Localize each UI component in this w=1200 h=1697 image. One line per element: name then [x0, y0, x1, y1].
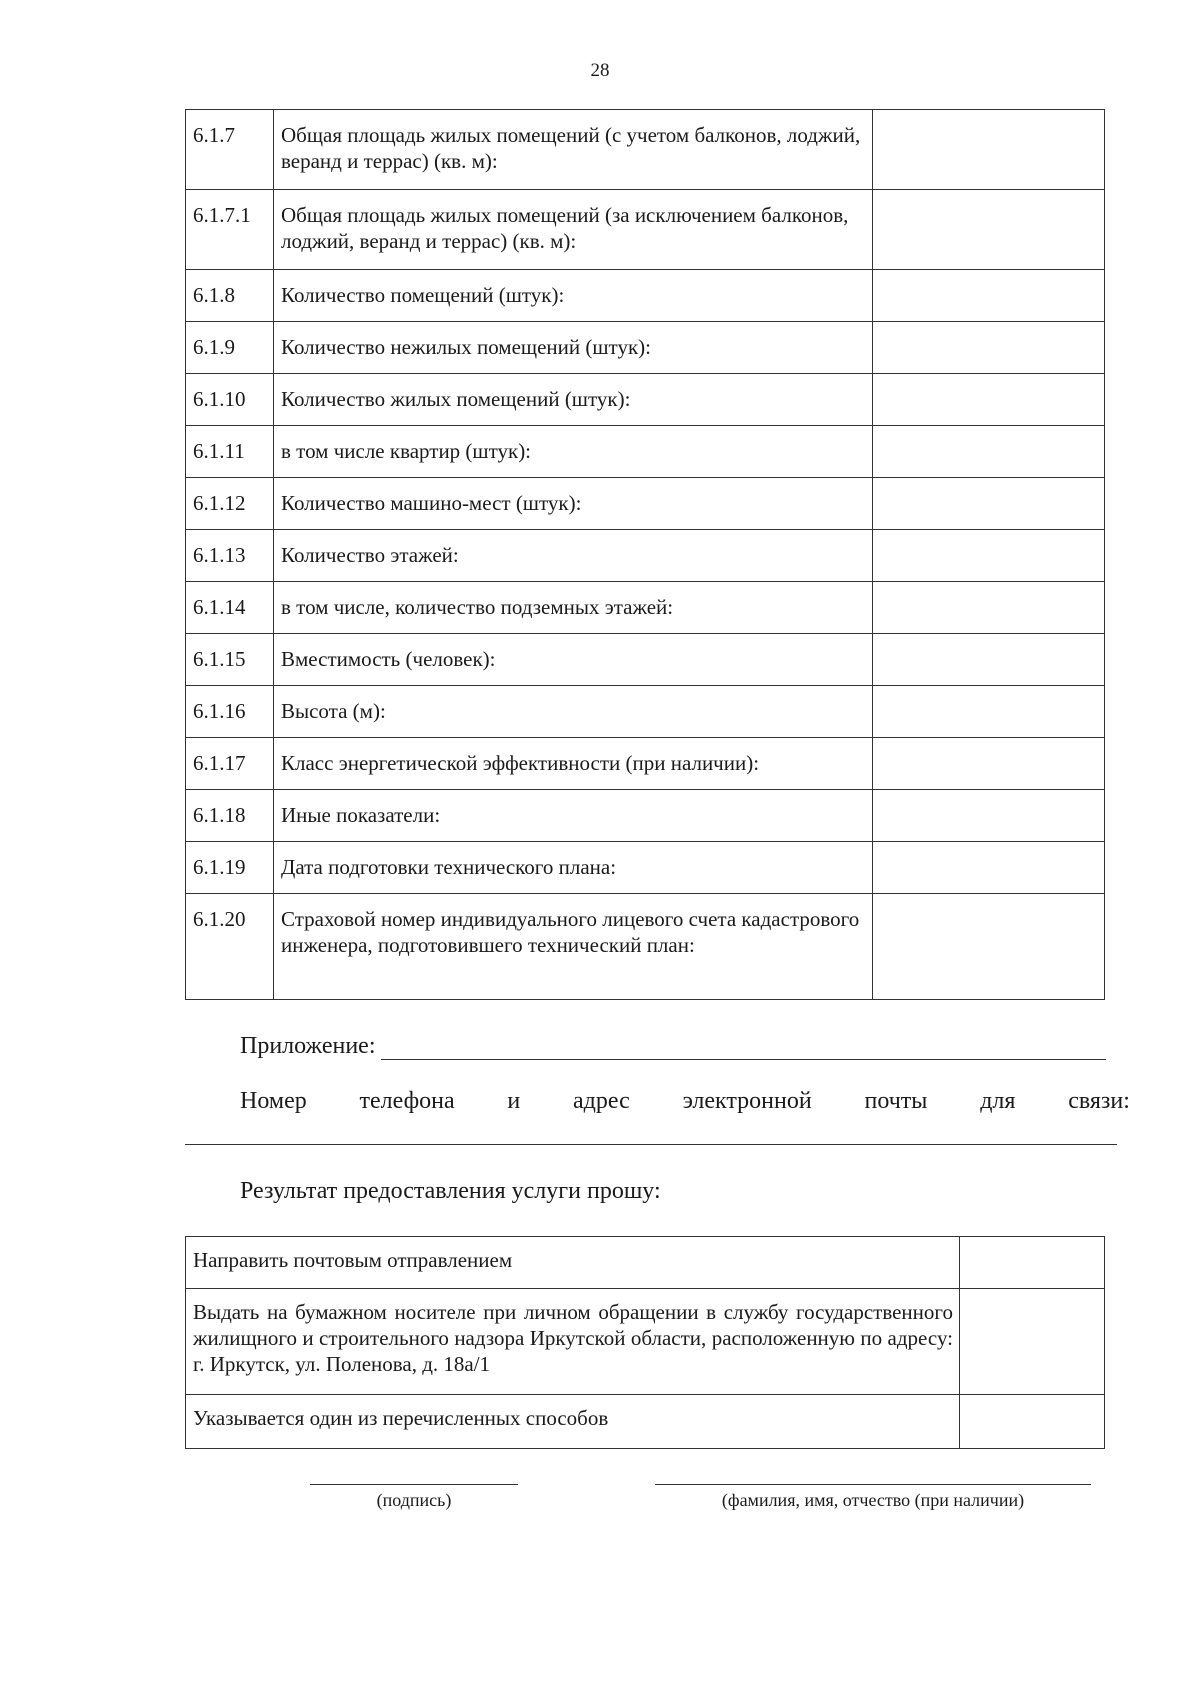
attachment-field	[240, 1033, 1106, 1060]
parameters-table	[185, 109, 1105, 1000]
row-label: Общая площадь жилых помещений (за исключением балконов, лоджий, веранд и террас) (кв. м):	[274, 190, 873, 270]
row-label: Общая площадь жилых помещений (с учетом балконов, лоджий, веранд и террас) (кв. м):	[274, 110, 873, 190]
row-number: 6.1.18	[186, 790, 274, 842]
contact-word: адрес	[573, 1088, 630, 1114]
row-label: Страховой номер индивидуального лицевого счета кадастрового инженера, подготовившего технический план:	[274, 894, 873, 1000]
full-name-line[interactable]	[655, 1484, 1091, 1485]
row-number: 6.1.17	[186, 738, 274, 790]
contact-word: для	[980, 1088, 1016, 1114]
row-value-cell[interactable]	[873, 270, 1105, 322]
delivery-options-table	[185, 1236, 1105, 1449]
row-value-cell[interactable]	[873, 634, 1105, 686]
table-row	[186, 894, 1105, 1000]
row-number: 6.1.11	[186, 426, 274, 478]
table-row	[186, 634, 1105, 686]
row-number: 6.1.20	[186, 894, 274, 1000]
row-value-cell[interactable]	[873, 478, 1105, 530]
row-number: 6.1.7.1	[186, 190, 274, 270]
row-number: 6.1.9	[186, 322, 274, 374]
row-value-cell[interactable]	[873, 426, 1105, 478]
page-number: 28	[590, 60, 610, 81]
row-number: 6.1.10	[186, 374, 274, 426]
row-label: Иные показатели:	[274, 790, 873, 842]
delivery-option-label: Направить почтовым отправлением	[186, 1237, 960, 1289]
row-number: 6.1.19	[186, 842, 274, 894]
row-value-cell[interactable]	[873, 530, 1105, 582]
row-value-cell[interactable]	[873, 110, 1105, 190]
table-row	[186, 1395, 1105, 1449]
row-label: в том числе квартир (штук):	[274, 426, 873, 478]
row-value-cell[interactable]	[873, 894, 1105, 1000]
row-number: 6.1.14	[186, 582, 274, 634]
contact-input-line[interactable]	[185, 1144, 1117, 1145]
table-row	[186, 374, 1105, 426]
table-row	[186, 110, 1105, 190]
table-row	[186, 842, 1105, 894]
row-value-cell[interactable]	[873, 790, 1105, 842]
row-number: 6.1.16	[186, 686, 274, 738]
table-row	[186, 322, 1105, 374]
contact-word: и	[507, 1088, 521, 1114]
row-number: 6.1.13	[186, 530, 274, 582]
row-label: Класс энергетической эффективности (при наличии):	[274, 738, 873, 790]
signature-caption: (подпись)	[376, 1490, 452, 1510]
table-row	[186, 426, 1105, 478]
contact-word: Номер	[240, 1088, 307, 1114]
contact-word: связи:	[1068, 1088, 1130, 1114]
table-row	[186, 190, 1105, 270]
row-value-cell[interactable]	[873, 738, 1105, 790]
delivery-option-label: Выдать на бумажном носителе при личном обращении в службу государственного жилищного и строительного надзора Иркутской области, расположенную по адресу: г. Иркутск, ул. Поленова, д. 18а/1	[186, 1289, 960, 1395]
table-row	[186, 582, 1105, 634]
table-row	[186, 1289, 1105, 1395]
row-value-cell[interactable]	[873, 374, 1105, 426]
row-label: Высота (м):	[274, 686, 873, 738]
row-value-cell[interactable]	[873, 322, 1105, 374]
row-label: Вместимость (человек):	[274, 634, 873, 686]
row-label: Количество помещений (штук):	[274, 270, 873, 322]
row-label: Дата подготовки технического плана:	[274, 842, 873, 894]
row-label: Количество нежилых помещений (штук):	[274, 322, 873, 374]
row-number: 6.1.7	[186, 110, 274, 190]
row-number: 6.1.8	[186, 270, 274, 322]
row-number: 6.1.15	[186, 634, 274, 686]
attachment-input-line[interactable]	[381, 1033, 1106, 1060]
table-row	[186, 478, 1105, 530]
table-row	[186, 738, 1105, 790]
contact-word: почты	[864, 1088, 928, 1114]
table-row	[186, 270, 1105, 322]
row-label: Количество этажей:	[274, 530, 873, 582]
table-row	[186, 790, 1105, 842]
delivery-option-mark-cell[interactable]	[960, 1237, 1105, 1289]
contact-label	[240, 1088, 1130, 1115]
signature-line[interactable]	[310, 1484, 518, 1485]
contact-word: электронной	[682, 1088, 812, 1114]
delivery-option-note: Указывается один из перечисленных способов	[186, 1395, 960, 1449]
row-label: в том числе, количество подземных этажей:	[274, 582, 873, 634]
row-number: 6.1.12	[186, 478, 274, 530]
full-name-caption: (фамилия, имя, отчество (при наличии)	[721, 1490, 1025, 1510]
row-label: Количество жилых помещений (штук):	[274, 374, 873, 426]
row-value-cell[interactable]	[873, 190, 1105, 270]
row-label: Количество машино-мест (штук):	[274, 478, 873, 530]
row-value-cell[interactable]	[873, 582, 1105, 634]
delivery-option-mark-cell[interactable]	[960, 1395, 1105, 1449]
result-heading: Результат предоставления услуги прошу:	[240, 1178, 661, 1204]
delivery-option-mark-cell[interactable]	[960, 1289, 1105, 1395]
attachment-label: Приложение:	[240, 1033, 376, 1059]
row-value-cell[interactable]	[873, 686, 1105, 738]
contact-word: телефона	[359, 1088, 455, 1114]
table-row	[186, 530, 1105, 582]
row-value-cell[interactable]	[873, 842, 1105, 894]
table-row	[186, 1237, 1105, 1289]
table-row	[186, 686, 1105, 738]
